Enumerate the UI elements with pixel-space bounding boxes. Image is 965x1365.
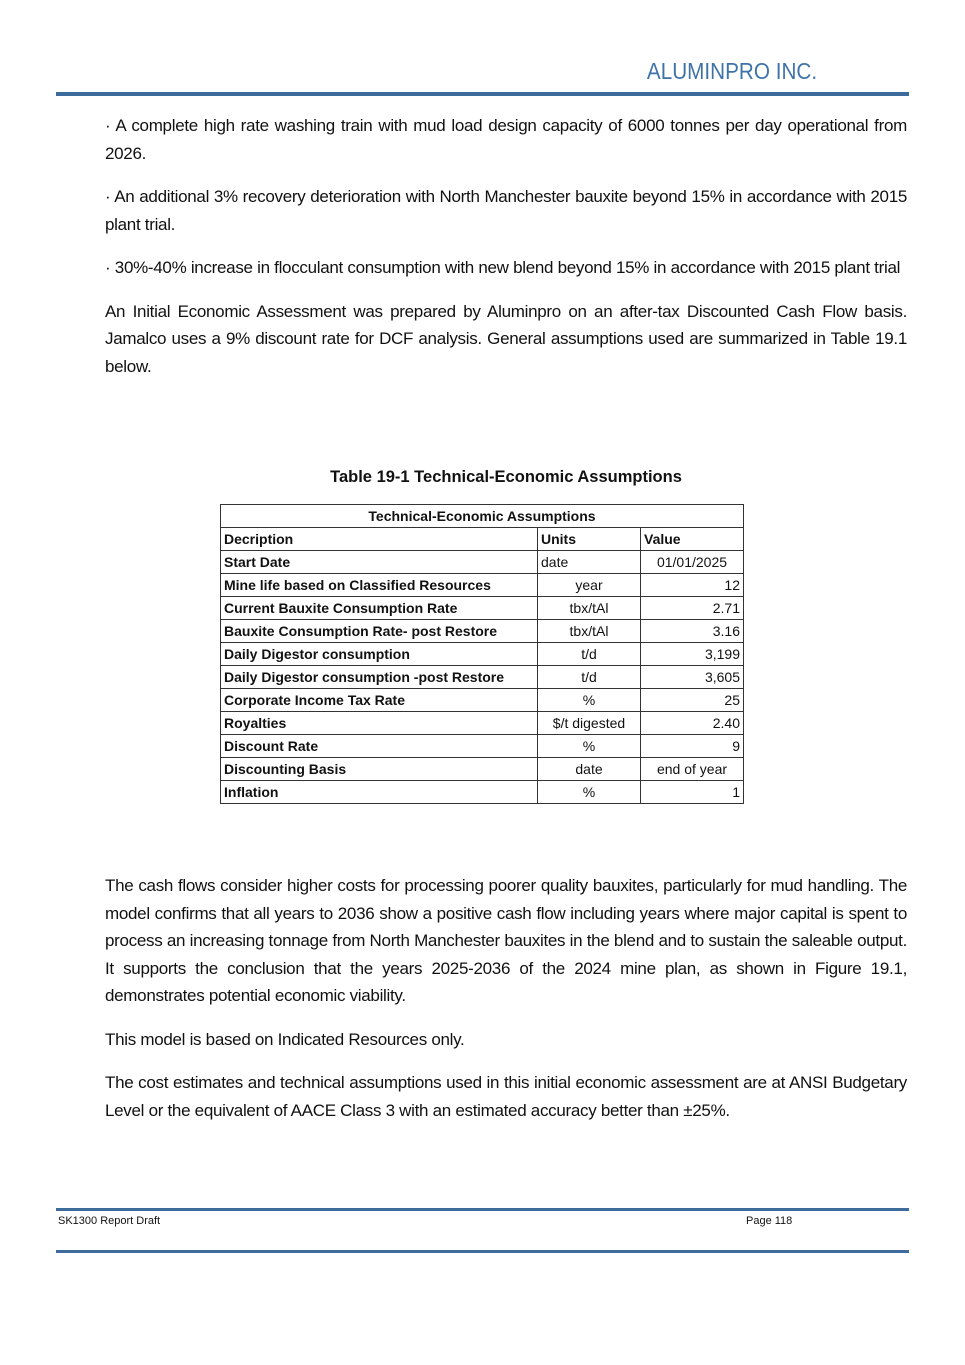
resources-paragraph: This model is based on Indicated Resources only.	[105, 1029, 465, 1049]
body-bottom	[105, 872, 907, 1140]
row-units: $/t digested	[538, 712, 641, 735]
row-description: Daily Digestor consumption	[221, 643, 538, 666]
table-row	[221, 620, 744, 643]
row-description: Daily Digestor consumption -post Restore	[221, 666, 538, 689]
footer-rule-top	[56, 1208, 909, 1211]
row-units: tbx/tAl	[538, 597, 641, 620]
row-value: 2.71	[641, 597, 744, 620]
table-row	[221, 551, 744, 574]
row-value: 3,199	[641, 643, 744, 666]
cost-estimate-paragraph: The cost estimates and technical assumptions used in this initial economic assessment are at ANSI Budgetary Level or the equivalent of AACE Class 3 with an estimated accuracy better than ±25%.	[105, 1073, 907, 1120]
row-value: 1	[641, 781, 744, 804]
row-units: t/d	[538, 666, 641, 689]
row-units: date	[538, 758, 641, 781]
row-units: %	[538, 735, 641, 758]
row-value: 3.16	[641, 620, 744, 643]
header-rule	[56, 92, 909, 96]
row-value: end of year	[641, 758, 744, 781]
row-units: tbx/tAl	[538, 620, 641, 643]
row-description: Royalties	[221, 712, 538, 735]
row-units: %	[538, 689, 641, 712]
bullet-paragraph: · An additional 3% recovery deterioration with North Manchester bauxite beyond 15% in accordance with 2015 plant trial.	[105, 187, 907, 234]
row-description: Corporate Income Tax Rate	[221, 689, 538, 712]
row-units: date	[538, 551, 641, 574]
row-value: 25	[641, 689, 744, 712]
table-row	[221, 758, 744, 781]
row-description: Mine life based on Classified Resources	[221, 574, 538, 597]
header-description: Decription	[221, 528, 538, 551]
row-units: year	[538, 574, 641, 597]
footer-report-name: SK1300 Report Draft	[58, 1215, 161, 1227]
table-row	[221, 643, 744, 666]
row-units: %	[538, 781, 641, 804]
row-description: Discounting Basis	[221, 758, 538, 781]
row-description: Current Bauxite Consumption Rate	[221, 597, 538, 620]
table-row	[221, 712, 744, 735]
row-units: t/d	[538, 643, 641, 666]
table-row	[221, 597, 744, 620]
row-description: Bauxite Consumption Rate- post Restore	[221, 620, 538, 643]
table-row	[221, 574, 744, 597]
table-row	[221, 781, 744, 804]
row-description: Inflation	[221, 781, 538, 804]
row-value: 2.40	[641, 712, 744, 735]
cash-flow-paragraph: The cash flows consider higher costs for processing poorer quality bauxites, particularly for mud handling. The model confirms that all years to 2036 show a positive cash flow including years where major capital is spent to process an increasing tonnage from North Manchester bauxites in the blend and to sustain the saleable output. It supports the conclusion that the years 2025-2036 of the 2024 mine plan, as shown in Figure 19.1, demonstrates potential economic viability.	[105, 876, 907, 1005]
table-row	[221, 735, 744, 758]
row-description: Start Date	[221, 551, 538, 574]
bullet-paragraph: · A complete high rate washing train with mud load design capacity of 6000 tonnes per day operational from 2026.	[105, 116, 907, 163]
footer-page-number: Page 118	[746, 1215, 793, 1227]
table-row	[221, 666, 744, 689]
table-title-row	[221, 505, 744, 528]
table-row	[221, 689, 744, 712]
row-value: 9	[641, 735, 744, 758]
body-top	[105, 112, 907, 396]
row-description: Discount Rate	[221, 735, 538, 758]
assumptions-table	[220, 504, 744, 804]
company-name: ALUMINPRO INC.	[646, 58, 817, 84]
table-header-row	[221, 528, 744, 551]
row-value: 01/01/2025	[641, 551, 744, 574]
table-title: Technical-Economic Assumptions	[221, 505, 744, 528]
row-value: 12	[641, 574, 744, 597]
footer-rule-bottom	[56, 1250, 909, 1253]
table-caption: Table 19-1 Technical-Economic Assumptions	[330, 468, 682, 486]
row-value: 3,605	[641, 666, 744, 689]
header-value: Value	[641, 528, 744, 551]
header-units: Units	[538, 528, 641, 551]
bullet-paragraph: · 30%-40% increase in flocculant consumption with new blend beyond 15% in accordance with 2015 plant trial	[105, 258, 901, 277]
intro-paragraph: An Initial Economic Assessment was prepared by Aluminpro on an after-tax Discounted Cash Flow basis. Jamalco uses a 9% discount rate for DCF analysis. General assumptions used are summarized in Table 19.1 below.	[105, 301, 907, 376]
